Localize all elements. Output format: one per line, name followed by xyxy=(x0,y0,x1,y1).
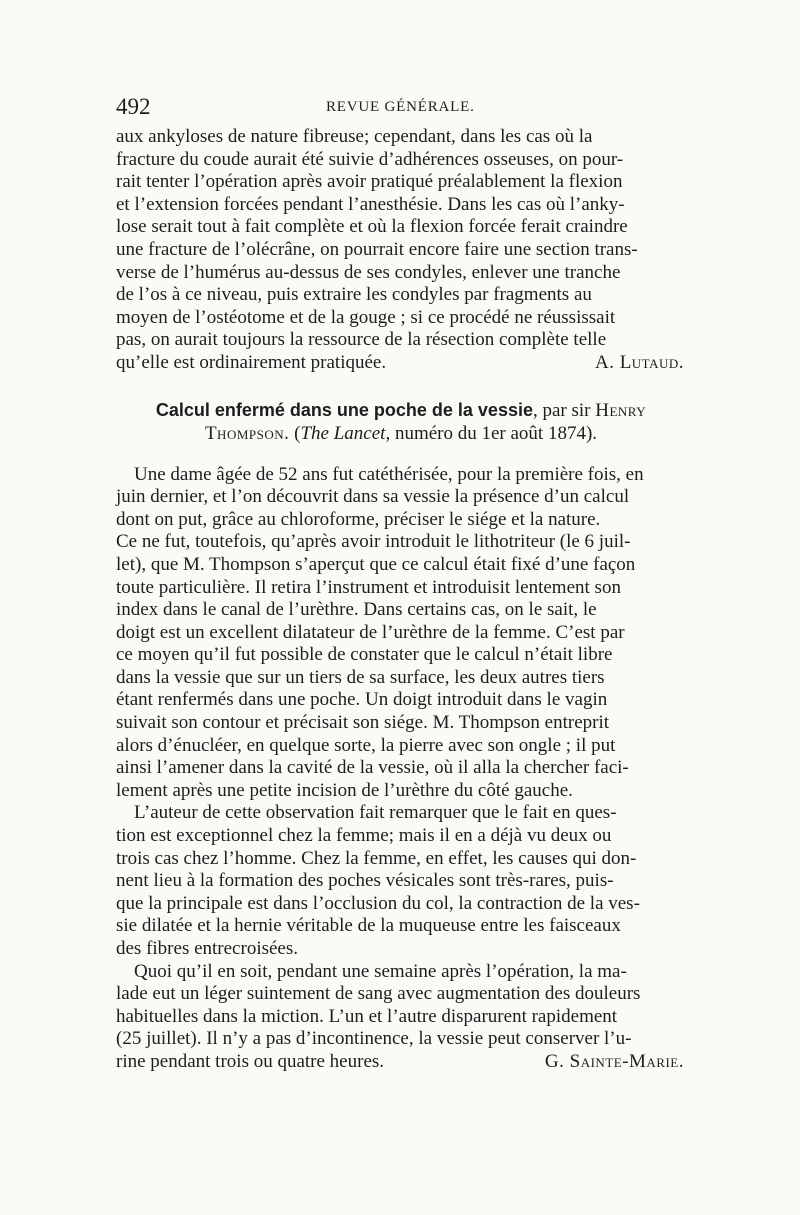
paragraph-line: alors d’énucléer, en quelque sorte, la pierre avec son ongle ; il put xyxy=(116,734,616,756)
paragraph-line: rait tenter l’opération après avoir pratiqué préalablement la flexion xyxy=(116,171,623,193)
paragraph-line: lose serait tout à fait complète et où la flexion forcée ferait craindre xyxy=(116,216,628,238)
heading-by-text: , par sir xyxy=(532,399,596,421)
paragraph-line: verse de l’humérus au-dessus de ses condyles, enlever une tranche xyxy=(116,261,621,283)
paragraph-line: que la principale est dans l’occlusion du col, la contraction de la ves- xyxy=(116,892,640,914)
paragraph-line: ce moyen qu’il fut possible de constater que le calcul n’était libre xyxy=(116,644,613,666)
paragraph-line: moyen de l’ostéotome et de la gouge ; si ce procédé ne réussissait xyxy=(116,306,616,328)
source-journal: The Lancet xyxy=(300,422,386,444)
paragraph-line: qu’elle est ordinairement pratiquée. xyxy=(116,351,387,373)
source-date: , numéro du 1er août 1874). xyxy=(385,422,598,444)
paragraph-line: tion est exceptionnel chez la femme; mais il en a déjà vu deux ou xyxy=(116,825,612,847)
paragraph-line: Une dame âgée de 52 ans fut catéthérisée, pour la première fois, en xyxy=(134,463,644,485)
paragraph-line: L’auteur de cette observation fait remarquer que le fait en ques- xyxy=(134,802,617,824)
article-ending-line xyxy=(116,352,686,375)
paragraph-line: Quoi qu’il en soit, pendant une semaine après l’opération, la ma- xyxy=(134,960,627,982)
paragraph-line: dans la vessie que sur un tiers de sa surface, les deux autres tiers xyxy=(116,666,605,688)
paragraph-line: trois cas chez l’homme. Chez la femme, en effet, les causes qui don- xyxy=(116,847,637,869)
paragraph-line: (25 juillet). Il n’y a pas d’incontinence, la vessie peut conserver l’u- xyxy=(116,1028,632,1050)
article-title: Calcul enfermé dans une poche de la vessie xyxy=(155,399,533,420)
author-signature: G. Sainte-Marie. xyxy=(544,1050,684,1072)
paragraph-line: juin dernier, et l’on découvrit dans sa vessie la présence d’un calcul xyxy=(116,486,630,508)
paragraph-line: Ce ne fut, toutefois, qu’après avoir introduit le lithotriteur (le 6 juil- xyxy=(116,531,631,553)
paragraph-line: rine pendant trois ou quatre heures. xyxy=(116,1050,385,1072)
page-header xyxy=(116,94,686,124)
article-ending-line xyxy=(116,1051,686,1074)
paragraph-line: fracture du coude aurait été suivie d’adhérences osseuses, on pour- xyxy=(116,148,624,170)
paragraph-line: et l’extension forcées pendant l’anesthésie. Dans les cas où l’anky- xyxy=(116,193,625,215)
page-content xyxy=(116,126,686,1074)
author-signature: A. Lutaud. xyxy=(594,351,684,373)
paragraph-line: dont on put, grâce au chloroforme, préciser le siége et la nature. xyxy=(116,508,601,530)
second-article-body xyxy=(116,464,686,1074)
author-first-name: Henry xyxy=(595,399,647,421)
paragraph-line: de l’os à ce niveau, puis extraire les condyles par fragments au xyxy=(116,284,592,306)
paragraph-line: des fibres entrecroisées. xyxy=(116,938,299,959)
paragraph-line: une fracture de l’olécrâne, on pourrait encore faire une section trans- xyxy=(116,238,638,260)
paragraph-line: toute particulière. Il retira l’instrument et introduisit lentement son xyxy=(116,576,621,598)
page-number: 492 xyxy=(116,94,151,119)
paragraph-line: étant renfermés dans une poche. Un doigt introduit dans le vagin xyxy=(116,689,608,711)
paragraph-line: lement après une petite incision de l’urèthre du côté gauche. xyxy=(116,779,573,801)
article-heading xyxy=(116,399,686,445)
paragraph-line: ainsi l’amener dans la cavité de la vessie, où il alla la chercher faci- xyxy=(116,757,629,779)
first-article-continuation xyxy=(116,126,686,375)
paragraph-line: index dans le canal de l’urèthre. Dans certains cas, on le sait, le xyxy=(116,599,597,621)
paragraph-line: nent lieu à la formation des poches vésicales sont très-rares, puis- xyxy=(116,870,614,892)
paragraph-line: lade eut un léger suintement de sang avec augmentation des douleurs xyxy=(116,983,641,1005)
paragraph-line: pas, on aurait toujours la ressource de la résection complète telle xyxy=(116,329,607,351)
author-last-name: Thompson. xyxy=(204,422,290,444)
paragraph-line: habituelles dans la miction. L’un et l’autre disparurent rapidement xyxy=(116,1005,618,1027)
source-open: ( xyxy=(289,422,301,444)
running-title: REVUE GÉNÉRALE. xyxy=(326,99,475,115)
paragraph-line: doigt est un excellent dilatateur de l’urèthre de la femme. C’est par xyxy=(116,621,625,643)
paragraph-line: let), que M. Thompson s’aperçut que ce calcul était fixé d’une façon xyxy=(116,553,636,575)
paragraph-line: aux ankyloses de nature fibreuse; cependant, dans les cas où la xyxy=(116,126,593,147)
paragraph-line: sie dilatée et la hernie véritable de la muqueuse entre les faisceaux xyxy=(116,915,621,937)
paragraph-line: suivait son contour et précisait son siége. M. Thompson entreprit xyxy=(116,712,610,734)
